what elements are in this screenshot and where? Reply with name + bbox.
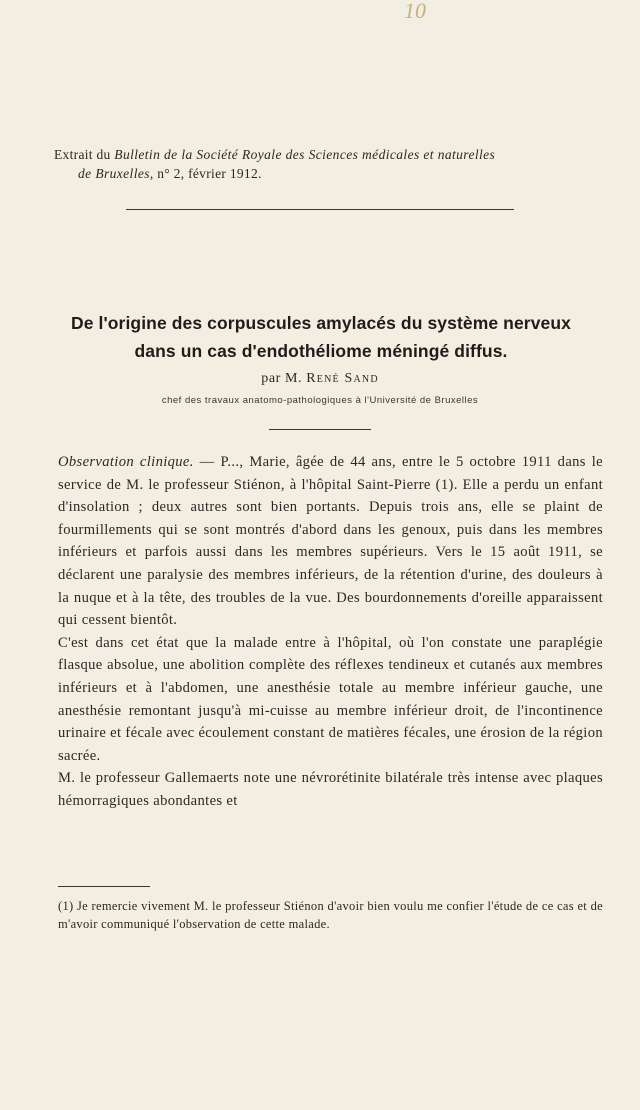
section-heading: Observation clinique. — [58, 454, 194, 470]
issue-info: , n° 2, février 1912. — [149, 166, 262, 181]
header-divider — [126, 209, 514, 210]
extract-line-2 — [54, 164, 604, 183]
footnote-divider — [58, 886, 150, 887]
title-line-1: De l'origine des corpuscules amylacés du système nerveux — [71, 313, 571, 333]
article-title — [38, 309, 604, 365]
journal-name-line-1: Bulletin de la Société Royale des Sciences médicales et naturelles — [114, 147, 496, 162]
footnote: (1) Je remercie vivement M. le professeur Stiénon d'avoir bien voulu me confier l'étude de ce cas et de m'avoir communiqué l'observation de cette malade. — [58, 899, 603, 931]
paragraph-3: M. le professeur Gallemaerts note une névrorétinite bilatérale très intense avec plaques hémorragiques abondantes et — [58, 770, 603, 809]
extract-line-1: Extrait du Bulletin de la Société Royale des Sciences médicales et naturelles — [54, 147, 496, 162]
title-divider — [269, 429, 371, 430]
paragraph-1: Observation clinique. — P..., Marie, âgée de 44 ans, entre le 5 octobre 1911 dans le service de M. le professeur Stiénon, à l'hôpital Saint-Pierre (1). Elle a perdu un enfant d'insolation ; deux autres sont bien portants. Depuis trois ans, elle se plaint de fourmillements qui se sont montrés d'abord dans les genoux, puis dans les membres inférieurs et parfois aussi dans les membres supérieurs. Vers le 15 août 1911, se déclarent une paralysie des membres inférieurs, de la rétention d'urine, des douleurs à la nuque et à la tête, des troubles de la vue. Des bourdonnements d'oreille apparaissent qui cessent bientôt. — [58, 454, 603, 629]
extract-notice — [54, 145, 604, 183]
author-byline: par M. René Sand — [261, 371, 379, 386]
title-line-2: dans un cas d'endothéliome méningé diffus. — [134, 341, 508, 361]
page-number-mark: 10 — [404, 0, 426, 23]
article-body — [58, 451, 603, 813]
paragraph-2: C'est dans cet état que la malade entre à l'hôpital, où l'on constate une paraplégie flasque absolue, une abolition complète des réflexes tendineux et cutanés aux membres inférieurs et à l'abdomen, une anesthésie totale au membre inférieur gauche, une anesthésie remontant jusqu'à mi-cuisse au membre inférieur droit, de l'incontinence urinaire et fécale avec écoulement constant de matières fécales, une érosion de la région sacrée. — [58, 634, 603, 764]
journal-name-line-2: de Bruxelles — [78, 166, 150, 181]
author-affiliation: chef des travaux anatomo-pathologiques à l'Université de Bruxelles — [161, 395, 479, 406]
author-name: René Sand — [306, 371, 379, 386]
